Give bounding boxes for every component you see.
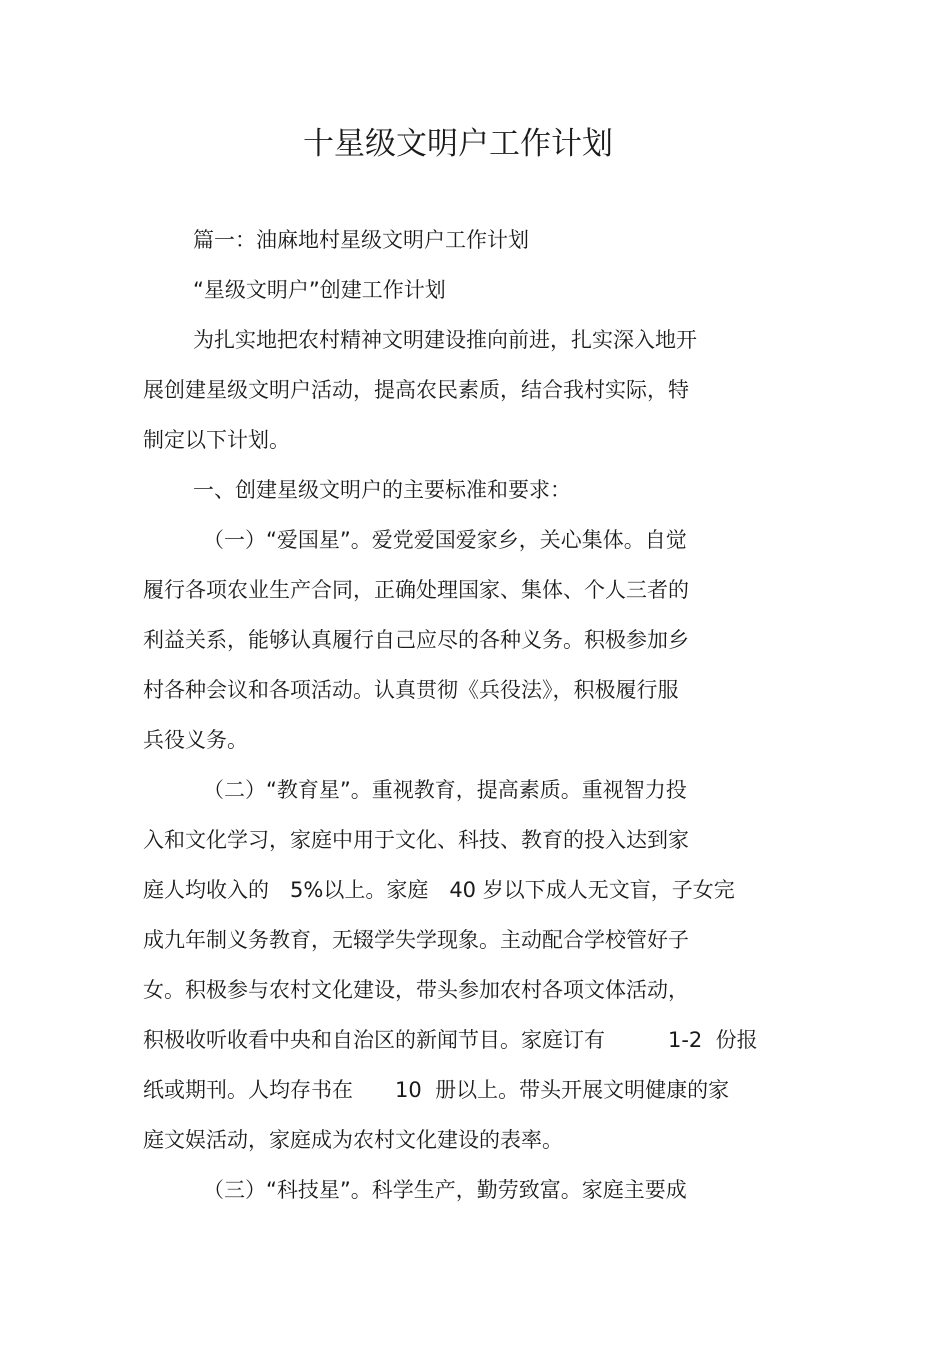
text-line: 兵役义务。 [143, 728, 248, 752]
text-line: 制定以下计划。 [143, 428, 290, 452]
text-line: 展创建星级文明户活动，提高农民素质，结合我村实际，特 [143, 378, 689, 402]
text-line: 成九年制义务教育，无辍学失学现象。主动配合学校管好子 [143, 928, 689, 952]
text-line: 村各种会议和各项活动。认真贯彻《兵役法》，积极履行服 [143, 678, 679, 702]
text-line: 纸或期刊。人均存书在 10 册以上。带头开展文明健康的家 [143, 1078, 730, 1102]
text-line: 为扎实地把农村精神文明建设推向前进，扎实深入地开 [193, 328, 697, 352]
document-title: 十星级文明户工作计划 [303, 126, 613, 162]
text-line: 篇一：油麻地村星级文明户工作计划 [193, 228, 529, 252]
text-line: 庭文娱活动，家庭成为农村文化建设的表率。 [143, 1128, 563, 1152]
section-heading: 一、创建星级文明户的主要标准和要求： [193, 478, 571, 502]
text-line: 女。积极参与农村文化建设，带头参加农村各项文体活动， [143, 978, 689, 1002]
text-line: 入和文化学习，家庭中用于文化、科技、教育的投入达到家 [143, 828, 689, 852]
text-line: 积极收听收看中央和自治区的新闻节目。家庭订有 1-2 份报 [143, 1028, 758, 1052]
text-line: “星级文明户”创建工作计划 [193, 278, 446, 302]
text-line: （三）“科技星”。科学生产，勤劳致富。家庭主要成 [203, 1178, 687, 1202]
text-line: 利益关系，能够认真履行自己应尽的各种义务。积极参加乡 [143, 628, 689, 652]
text-line: 履行各项农业生产合同，正确处理国家、集体、个人三者的 [143, 578, 689, 602]
text-line: （二）“教育星”。重视教育，提高素质。重视智力投 [203, 778, 687, 802]
text-line: 庭人均收入的 5%以上。家庭 40 岁以下成人无文盲，子女完 [143, 878, 735, 902]
text-line: （一）“爱国星”。爱党爱国爱家乡，关心集体。自觉 [203, 528, 687, 552]
